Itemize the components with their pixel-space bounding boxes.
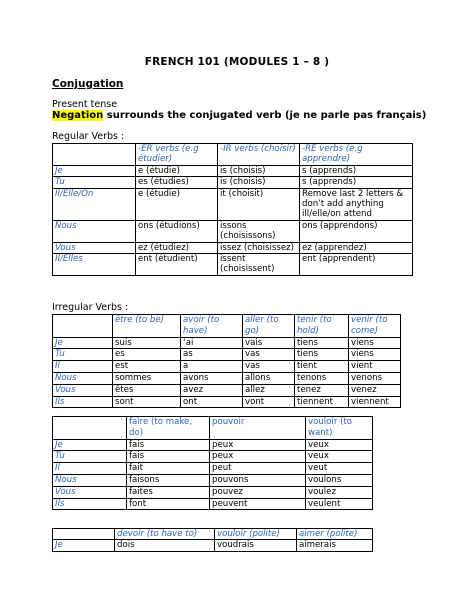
column-header: venir (to come) [349,315,401,338]
column-header: aller (to go) [243,315,295,338]
table-header-row [53,144,413,166]
column-header: -ER verbs (e.g étudier) [136,144,218,166]
table-row [53,451,373,463]
pronoun-cell: Vous [53,242,136,253]
table-row [53,242,413,253]
pronoun-cell: Je [53,540,115,551]
pronoun-cell: Nous [53,372,113,384]
table-cell: is (choisis) [218,165,300,176]
table-cell: peux [210,439,306,451]
table-row [53,396,401,408]
irregular-verbs-table-2 [52,416,373,510]
table-cell: peuvent [210,498,306,510]
table-cell: pouvons [210,474,306,486]
table-row [53,165,413,176]
table-cell: veut [306,463,373,475]
table-cell: vont [243,396,295,408]
table-row [53,463,373,475]
table-cell: avez [181,384,243,396]
table-cell: it (choisit) [218,188,300,220]
pronoun-cell: Ils [53,498,127,510]
table-cell: vais [243,337,295,349]
table-cell: s (apprends) [300,165,413,176]
column-header: pouvoir [210,417,306,440]
table-cell: voulez [306,486,373,498]
table-cell: sont [113,396,181,408]
table-cell: peut [210,463,306,475]
table-corner-cell [53,315,113,338]
irregular-verbs-label: Irregular Verbs : [52,302,129,313]
table-cell: a [181,361,243,373]
pronoun-cell: Je [53,337,113,349]
table-row [53,540,373,551]
table-cell: faites [127,486,210,498]
column-header: avoir (to have) [181,315,243,338]
column-header: aimer (polite) [297,529,373,540]
table-cell: aimerais [297,540,373,551]
table-cell: venez [349,384,401,396]
table-header-row [53,529,373,540]
table-cell: issons (choisissons) [218,220,300,242]
pronoun-cell: Tu [53,349,113,361]
table-cell: vas [243,349,295,361]
table-cell: ons (apprendons) [300,220,413,242]
table-cell: tenez [295,384,349,396]
table-row [53,349,401,361]
table-cell: suis [113,337,181,349]
table-cell: fait [127,463,210,475]
table-cell: veulent [306,498,373,510]
table-cell: avons [181,372,243,384]
pronoun-cell: Vous [53,384,113,396]
table-row [53,498,373,510]
table-cell: venons [349,372,401,384]
table-cell: ent (apprendent) [300,254,413,276]
section-heading: Conjugation [52,78,124,90]
table-cell: tient [295,361,349,373]
table-cell: tiennent [295,396,349,408]
table-row [53,486,373,498]
table-row [53,220,413,242]
pronoun-cell: Je [53,439,127,451]
column-header: vouloir (polite) [215,529,297,540]
table-row [53,439,373,451]
table-corner-cell [53,529,115,540]
present-tense-label: Present tense [52,99,118,110]
pronoun-cell: Vous [53,486,127,498]
regular-verbs-table [52,143,413,276]
table-cell: ez (étudiez) [136,242,218,253]
table-row [53,254,413,276]
table-cell: issez (choisissez) [218,242,300,253]
table-row [53,372,401,384]
pronoun-cell: Tu [53,177,136,188]
table-cell: tenons [295,372,349,384]
pronoun-cell: Il [53,361,113,373]
table-cell: issent (choisissent) [218,254,300,276]
column-header: -IR verbs (choisir) [218,144,300,166]
table-cell: veux [306,439,373,451]
table-cell: allez [243,384,295,396]
pronoun-cell: Il/Elles [53,254,136,276]
page-title: FRENCH 101 (MODULES 1 – 8 ) [144,56,330,68]
table-cell: êtes [113,384,181,396]
table-cell: fais [127,439,210,451]
pronoun-cell: Je [53,165,136,176]
table-cell: ‘ai [181,337,243,349]
column-header: tenir (to hold) [295,315,349,338]
table-cell: e (étudie) [136,165,218,176]
regular-verbs-label: Regular Verbs : [52,131,125,142]
table-row [53,337,401,349]
table-cell: peux [210,451,306,463]
column-header: faire (to make, do) [127,417,210,440]
table-cell: ont [181,396,243,408]
pronoun-cell: Il/Elle/On [53,188,136,220]
table-cell: as [181,349,243,361]
column-header: vouloir (to want) [306,417,373,440]
table-cell: font [127,498,210,510]
table-cell: fais [127,451,210,463]
column-header: être (to be) [113,315,181,338]
pronoun-cell: Il [53,463,127,475]
table-cell: vas [243,361,295,373]
table-cell: sommes [113,372,181,384]
table-cell: viens [349,337,401,349]
irregular-verbs-table-1 [52,314,401,408]
table-header-row [53,417,373,440]
table-cell: pouvez [210,486,306,498]
column-header: devoir (to have to) [115,529,215,540]
pronoun-cell: Nous [53,220,136,242]
table-cell: tiens [295,337,349,349]
table-cell: es (étudies) [136,177,218,188]
table-cell: is (choisis) [218,177,300,188]
table-corner-cell [53,417,127,440]
irregular-verbs-table-3 [52,528,373,552]
table-cell: veux [306,451,373,463]
table-cell: ons (étudions) [136,220,218,242]
table-cell: viens [349,349,401,361]
table-header-row [53,315,401,338]
table-cell: viennent [349,396,401,408]
table-row [53,474,373,486]
table-cell: faisons [127,474,210,486]
table-cell: Remove last 2 letters & don’t add anything ill/elle/on attend [300,188,413,220]
table-cell: allons [243,372,295,384]
negation-highlight: Negation [52,110,104,121]
table-row [53,384,401,396]
table-row [53,188,413,220]
table-corner-cell [53,144,136,166]
negation-rule-text: surrounds the conjugated verb (je ne parle pas français) [103,110,427,121]
table-cell: s (apprends) [300,177,413,188]
table-row [53,177,413,188]
table-cell: voudrais [215,540,297,551]
table-cell: tiens [295,349,349,361]
table-cell: es [113,349,181,361]
table-cell: ent (étudient) [136,254,218,276]
negation-rule [52,110,426,121]
pronoun-cell: Tu [53,451,127,463]
table-cell: est [113,361,181,373]
table-cell: ez (apprendez) [300,242,413,253]
table-row [53,361,401,373]
table-cell: dois [115,540,215,551]
table-cell: voulons [306,474,373,486]
pronoun-cell: Ils [53,396,113,408]
column-header: -RE verbs (e.g apprendre) [300,144,413,166]
table-cell: e (étudie) [136,188,218,220]
pronoun-cell: Nous [53,474,127,486]
table-cell: vient [349,361,401,373]
